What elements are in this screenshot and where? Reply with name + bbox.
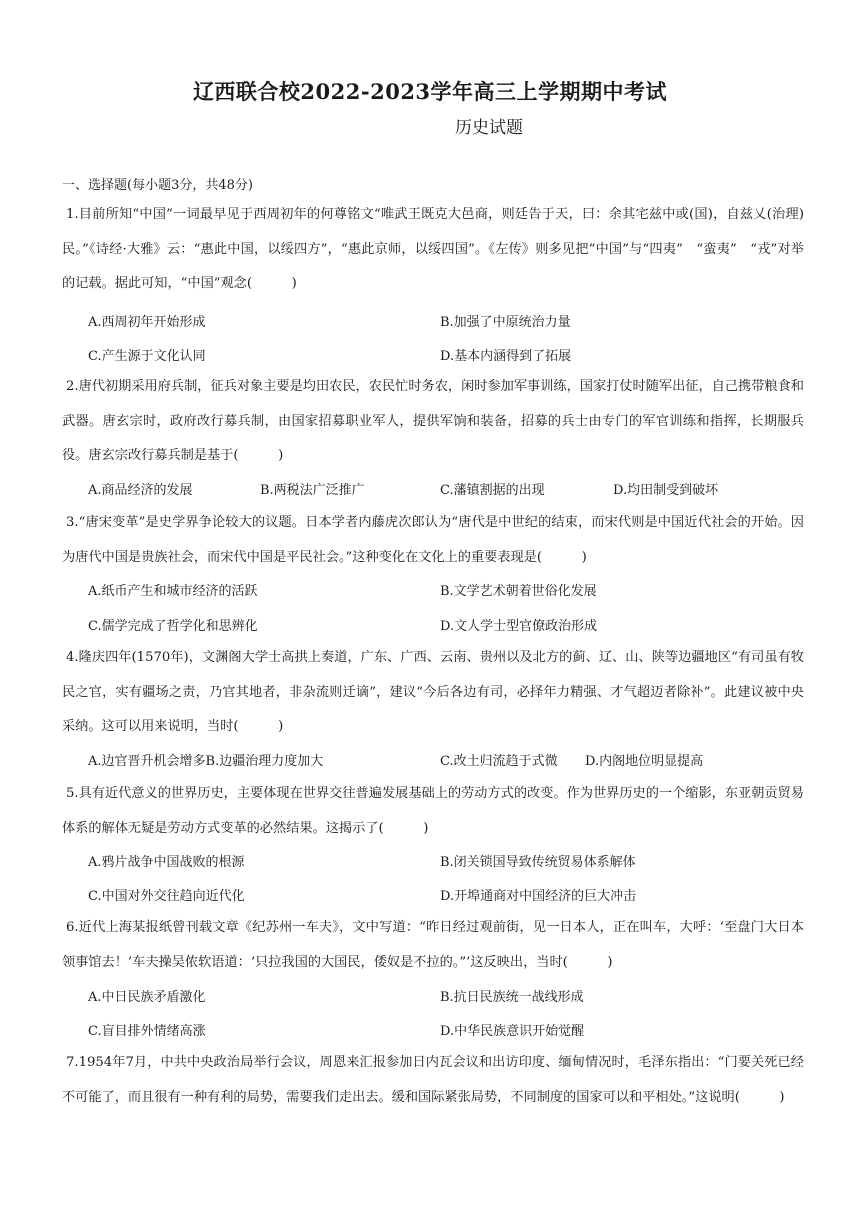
question-6-stem: 6.近代上海某报纸曾刊载文章《纪苏州一车夫》，文中写道：“昨日经过观前街，见一日本人，正在叫车，大呼：‘至盘门大日本领事馆去！’车夫操吴侬软语道：‘只拉我国的大国民，倭奴是不拉的。”’这反映出，当时( )	[62, 920, 804, 970]
question-2-stem: 2.唐代初期采用府兵制，征兵对象主要是均田农民，农民忙时务农，闲时参加军事训练，国家打仗时随军出征，自己携带粮食和武器。唐玄宗时，政府改行募兵制，由国家招募职业军人，提供军饷和装备，招募的兵士由专门的军官训练和指挥，长期服兵役。唐玄宗改行募兵制是基于( )	[62, 379, 804, 463]
question-7-stem: 7.1954年7月，中共中央政治局举行会议，周恩来汇报参加日内瓦会议和出访印度、缅甸情况时，毛泽东指出：“门要关死已经不可能了，而且很有一种有利的局势，需要我们走出去。缓和国际紧张局势，不同制度的国家可以和平相处。”这说明( )	[62, 1055, 804, 1105]
q6-option-d: D.中华民族意识开始觉醒	[440, 1024, 585, 1039]
q1-option-a: A.西周初年开始形成	[88, 315, 206, 330]
exam-subtitle: 历史试题	[455, 118, 523, 138]
question-5-stem: 5.具有近代意义的世界历史，主要体现在世界交往普遍发展基础上的劳动方式的改变。作为世界历史的一个缩影，东亚朝贡贸易体系的解体无疑是劳动方式变革的必然结果。这揭示了( )	[62, 786, 804, 836]
q3-option-a: A.纸币产生和城市经济的活跃	[88, 584, 258, 599]
q2-option-d: D.均田制受到破坏	[613, 483, 719, 498]
section-heading: 一、选择题(每小题3分，共48分)	[62, 178, 253, 193]
q1-option-b: B.加强了中原统治力量	[440, 315, 571, 330]
q6-option-a: A.中日民族矛盾激化	[88, 990, 206, 1005]
q3-option-d: D.文人学士型官僚政治形成	[440, 619, 598, 634]
q5-option-d: D.开埠通商对中国经济的巨大冲击	[440, 889, 637, 904]
exam-title: 辽西联合校2022-2023学年高三上学期期中考试	[192, 79, 668, 104]
q4-option-ab: A.边官晋升机会增多B.边疆治理力度加大	[88, 754, 324, 769]
q3-option-b: B.文学艺术朝着世俗化发展	[440, 584, 597, 599]
q1-option-d: D.基本内涵得到了拓展	[440, 349, 572, 364]
question-3-stem: 3.“唐宋变革”是史学界争论较大的议题。日本学者内藤虎次郎认为“唐代是中世纪的结束，而宋代则是中国近代社会的开始。因为唐代中国是贵族社会，而宋代中国是平民社会。”这种变化在文化上的重要表现是( )	[62, 515, 804, 565]
question-1-stem: 1.目前所知“中国”一词最早见于西周初年的何尊铭文“唯武王既克大邑商，则廷告于天，曰：余其宅兹中或(国)，自兹乂(治理)民。”《诗经·大雅》云：“惠此中国，以绥四方”，“惠此京师，以绥四国”。《左传》则多见把“中国”与“四夷” “蛮夷” “戎”对举的记载。据此可知，“中国”观念( )	[62, 207, 804, 291]
q2-option-c: C.藩镇割据的出现	[440, 483, 545, 498]
q4-option-c: C.改土归流趋于式微	[440, 754, 558, 769]
q4-option-d: D.内阁地位明显提高	[585, 754, 704, 769]
q1-option-c: C.产生源于文化认同	[88, 349, 206, 364]
question-4-stem: 4.隆庆四年(1570年)，文渊阁大学士高拱上奏道，广东、广西、云南、贵州以及北方的蓟、辽、山、陕等边疆地区“有司虽有牧民之官，实有疆场之责，乃官其地者，非杂流则迁谪”，建议“今后各边有司，必择年力精强、才气超迈者除补”。此建议被中央采纳。这可以用来说明，当时( )	[62, 650, 804, 734]
q3-option-c: C.儒学完成了哲学化和思辨化	[88, 619, 258, 634]
q6-option-c: C.盲目排外情绪高涨	[88, 1024, 206, 1039]
q5-option-c: C.中国对外交往趋向近代化	[88, 889, 245, 904]
q5-option-b: B.闭关锁国导致传统贸易体系解体	[440, 855, 636, 870]
q2-option-b: B.两税法广泛推广	[260, 483, 365, 498]
q2-option-a: A.商品经济的发展	[88, 483, 193, 498]
q5-option-a: A.鸦片战争中国战败的根源	[88, 855, 245, 870]
q6-option-b: B.抗日民族统一战线形成	[440, 990, 584, 1005]
